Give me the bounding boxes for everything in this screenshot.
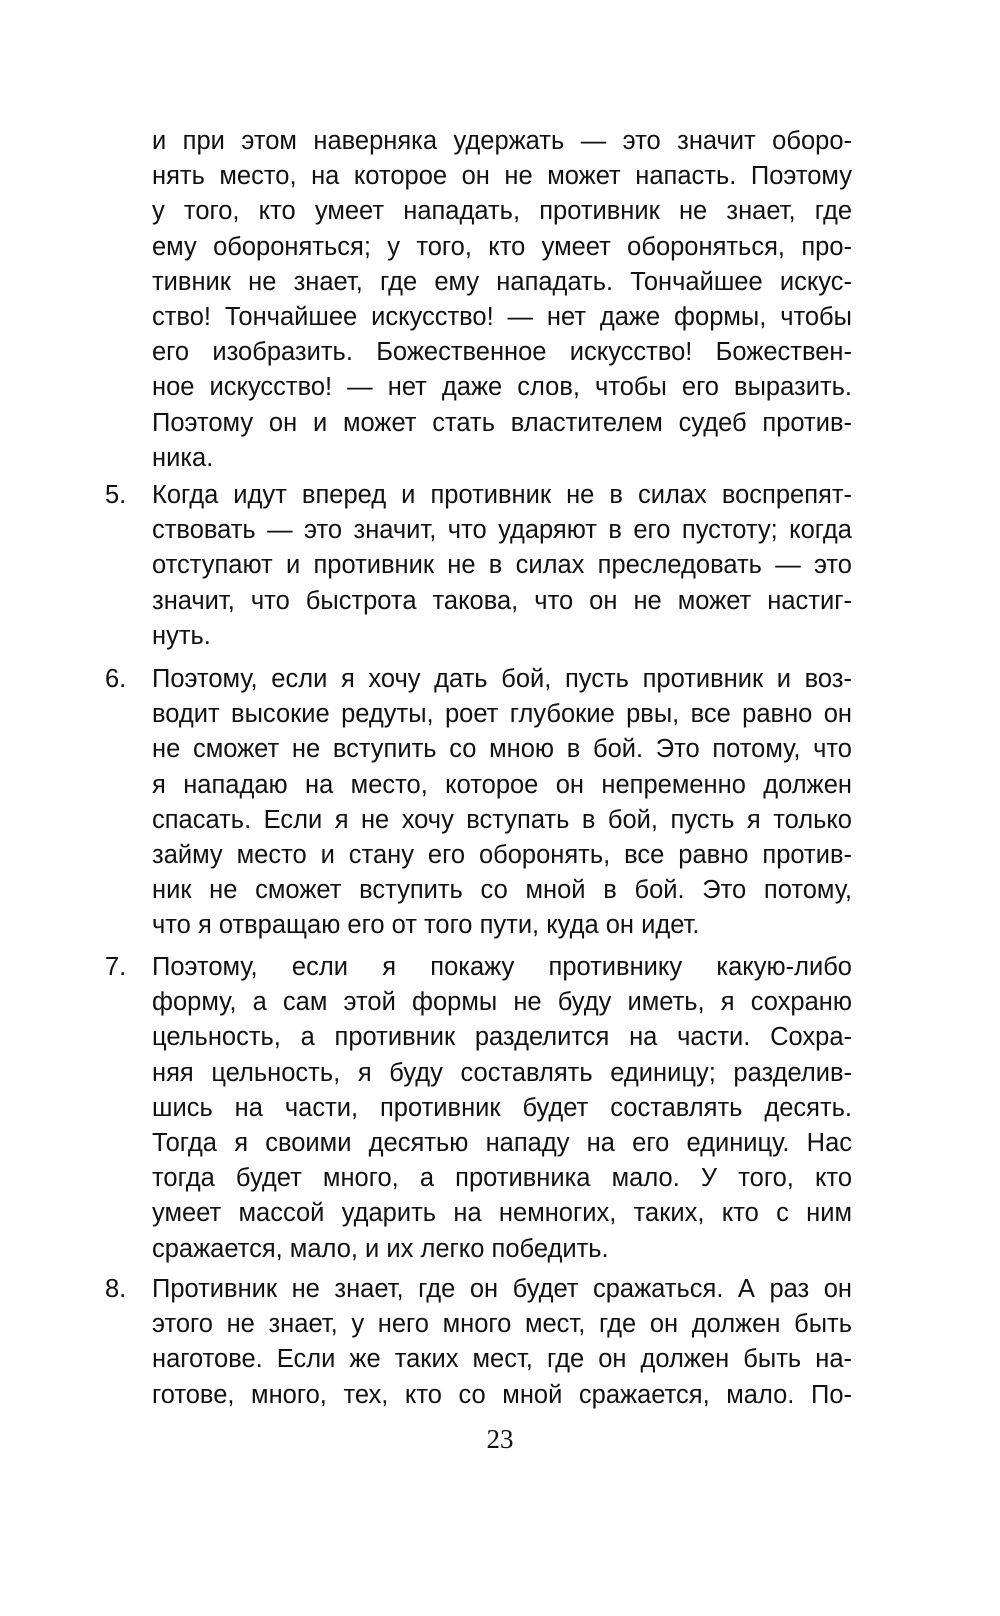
paragraph-body	[152, 950, 852, 1267]
intro-paragraph	[152, 124, 852, 476]
text-line: цельность, а противник разделится на части. Сохра-	[152, 1023, 852, 1052]
text-line: ствовать — это значит, что ударяют в его пустоту; когда	[152, 516, 852, 545]
text-line: спасать. Если я не хочу вступать в бой, пусть я только	[152, 805, 852, 834]
text-line: Поэтому, если я хочу дать бой, пусть противник и воз-	[152, 665, 852, 693]
paragraph-body	[152, 478, 852, 654]
text-line: этого не знает, у него много мест, где он должен быть	[152, 1310, 852, 1339]
text-line: я нападаю на место, которое он непременно должен	[152, 770, 852, 799]
text-line: ника.	[152, 443, 214, 472]
text-line: водит высокие редуты, роет глубокие рвы, все равно он	[152, 700, 852, 729]
text-line: форму, а сам этой формы не буду иметь, я сохраню	[152, 988, 852, 1017]
text-line: ему обороняться; у того, кто умеет обороняться, про-	[152, 232, 852, 261]
text-line: нуть.	[152, 621, 211, 650]
text-line: сражается, мало, и их легко победить.	[152, 1234, 609, 1263]
text-line: значит, что быстрота такова, что он не может настиг-	[152, 586, 852, 615]
text-line: няя цельность, я буду составлять единицу; разделив-	[152, 1058, 852, 1087]
text-line: Противник не знает, где он будет сражаться. А раз он	[152, 1275, 852, 1303]
text-line: отступают и противник не в силах преследовать — это	[152, 551, 852, 580]
paragraph-number: 7.	[105, 953, 127, 981]
text-line: шись на части, противник будет составлять десять.	[152, 1093, 852, 1122]
text-line: у того, кто умеет нападать, противник не знает, где	[152, 197, 852, 226]
page-number: 23	[486, 1424, 514, 1454]
text-line: готове, много, тех, кто со мной сражается, мало. По-	[152, 1380, 852, 1409]
text-line: наготове. Если же таких мест, где он должен быть на-	[152, 1345, 852, 1374]
text-line: его изобразить. Божественное искусство! Божествен-	[152, 338, 852, 367]
text-line: тивник не знает, где ему нападать. Тончайшее искус-	[152, 267, 852, 296]
text-line: ное искусство! — нет даже слов, чтобы его выразить.	[152, 373, 852, 402]
text-line: Когда идут вперед и противник не в силах воспрепят-	[152, 481, 852, 509]
text-line: Тогда я своими десятью нападу на его единицу. Нас	[152, 1128, 852, 1157]
paragraph-number: 8.	[105, 1275, 127, 1303]
text-line: и при этом наверняка удержать — это значит оборо-	[152, 127, 852, 155]
paragraph-number: 6.	[105, 665, 127, 693]
text-line: ник не сможет вступить со мной в бой. Это потому,	[152, 876, 852, 905]
paragraph-body	[152, 662, 852, 944]
text-line: что я отвращаю его от того пути, куда он идет.	[152, 911, 700, 940]
text-line: займу место и стану его оборонять, все равно против-	[152, 840, 852, 869]
text-line: Поэтому он и может стать властителем судеб против-	[152, 408, 852, 437]
paragraph-body	[152, 1272, 852, 1413]
text-line: ство! Тончайшее искусство! — нет даже формы, чтобы	[152, 302, 852, 331]
text-line: нять место, на которое он не может напасть. Поэтому	[152, 162, 852, 191]
text-line: Поэтому, если я покажу противнику какую-либо	[152, 953, 852, 981]
text-line: тогда будет много, а противника мало. У того, кто	[152, 1164, 852, 1193]
paragraph-number: 5.	[105, 481, 127, 509]
text-line: не сможет не вступить со мною в бой. Это потому, что	[152, 735, 852, 764]
text-line: умеет массой ударить на немногих, таких, кто с ним	[152, 1199, 852, 1228]
